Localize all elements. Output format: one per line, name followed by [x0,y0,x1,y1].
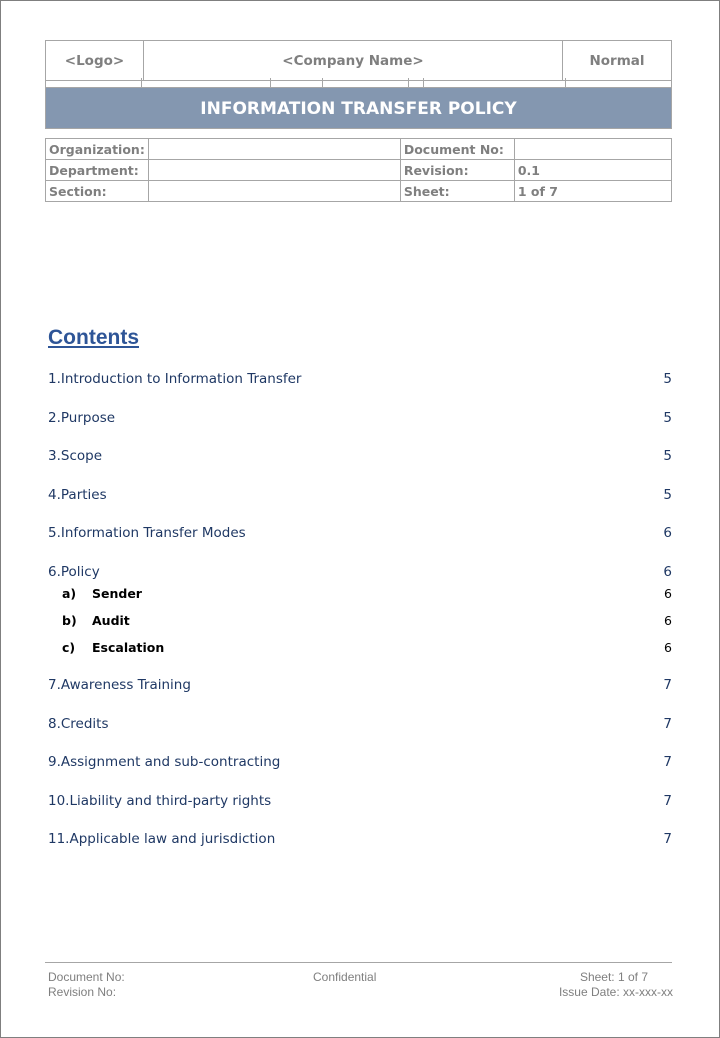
toc-entry-label[interactable]: 7.Awareness Training [48,677,191,693]
toc-subentry-label[interactable]: Escalation [92,640,165,655]
organization-label: Organization: [46,139,149,160]
toc-entry-label[interactable]: 3.Scope [48,448,103,464]
toc-entry-page: 5 [663,371,672,387]
divider [408,78,409,87]
toc-entry-page: 7 [663,793,672,809]
contents-heading: Contents [48,326,139,349]
organization-value [148,139,400,160]
toc-entry-page: 6 [663,564,672,580]
document-meta-table [45,138,672,202]
toc-subentry-letter: b) [62,613,77,628]
toc-entry-label[interactable]: 6.Policy [48,564,100,580]
revision-value: 0.1 [514,160,671,181]
toc-entry-page: 7 [663,754,672,770]
header-spacer-row [45,78,672,87]
toc-entry-label[interactable]: 5.Information Transfer Modes [48,525,246,541]
logo-placeholder: <Logo> [46,41,144,81]
toc-entry-page: 5 [663,410,672,426]
toc-subentry-letter: c) [62,640,76,655]
document-no-label: Document No: [400,139,514,160]
footer-revision-no: Revision No: [48,985,117,999]
toc-entry-label[interactable]: 9.Assignment and sub-contracting [48,754,281,770]
revision-label: Revision: [400,160,514,181]
department-label: Department: [46,160,149,181]
sheet-label: Sheet: [400,181,514,202]
company-name: <Company Name> [144,41,563,81]
document-title: INFORMATION TRANSFER POLICY [45,87,672,129]
toc-subentry-label[interactable]: Sender [92,586,142,601]
department-value [148,160,400,181]
toc-entry-page: 5 [663,448,672,464]
toc-subentry-page: 6 [664,586,672,601]
sheet-value: 1 of 7 [514,181,671,202]
divider [565,78,566,87]
divider [270,78,271,87]
footer-issue-date: Issue Date: xx-xxx-xx [558,985,673,999]
toc-subentry-label[interactable]: Audit [92,613,130,628]
section-label: Section: [46,181,149,202]
footer-divider [45,962,672,963]
footer-sheet: Sheet: 1 of 7 [579,970,648,984]
toc-entry-page: 7 [663,716,672,732]
toc-subentry-page: 6 [664,613,672,628]
toc-entry-label[interactable]: 2.Purpose [48,410,116,426]
divider [423,78,424,87]
toc-entry-label[interactable]: 1.Introduction to Information Transfer [48,371,302,387]
toc-entry-page: 5 [663,487,672,503]
toc-entry-page: 6 [663,525,672,541]
toc-entry-label[interactable]: 11.Applicable law and jurisdiction [48,831,276,847]
footer-document-no: Document No: [48,970,125,984]
toc-entry-label[interactable]: 8.Credits [48,716,109,732]
classification-label: Normal [563,41,672,81]
toc-subentry-page: 6 [664,640,672,655]
toc-entry-label[interactable]: 10.Liability and third-party rights [48,793,272,809]
divider [141,78,142,87]
section-value [148,181,400,202]
toc-entry-page: 7 [663,831,672,847]
toc-entry-label[interactable]: 4.Parties [48,487,107,503]
toc-subentry-letter: a) [62,586,77,601]
divider [322,78,323,87]
footer-confidential: Confidential [313,970,377,984]
document-no-value [514,139,671,160]
toc-entry-page: 7 [663,677,672,693]
header-table [45,40,672,81]
